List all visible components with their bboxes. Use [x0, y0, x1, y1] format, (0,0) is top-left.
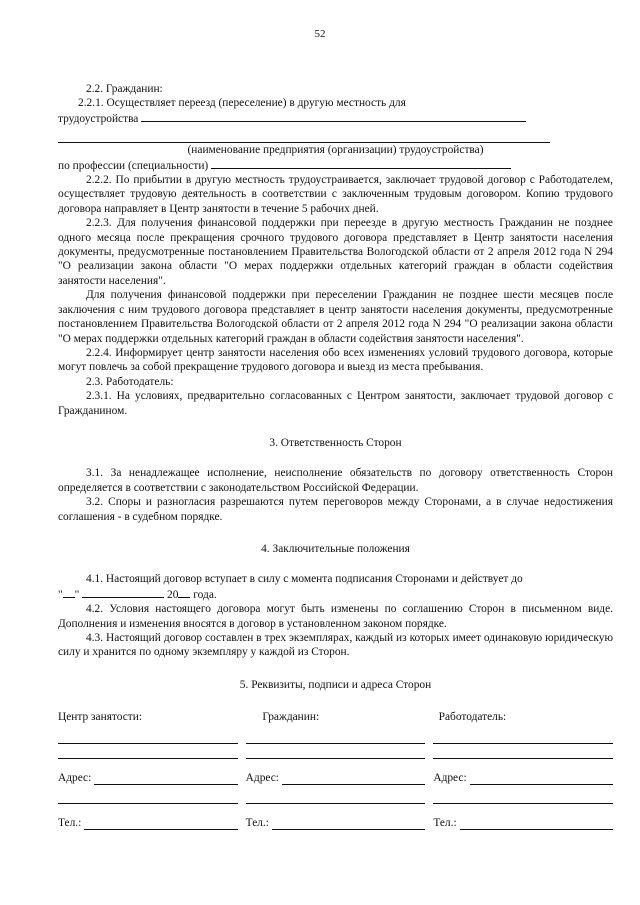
page-number: 52 [314, 28, 326, 40]
section-3-title: 3. Ответственность Сторон [269, 436, 402, 449]
year-blank[interactable] [178, 587, 190, 598]
signature-blank-citizen[interactable] [246, 735, 426, 744]
profession-line [58, 158, 613, 173]
clause-2-2-3-resettlement: Для получения финансовой поддержки при переселении Гражданин не позднее шести месяцев после заключения с ним трудового договора представляет в центр занятости населения документы, предусмотренные постановлением Правительства Вологодской области от 2 апреля 2012 года N 294 "О реализации закона области "О мерах поддержки отдельных категорий граждан в области содействия занятости населения". [58, 289, 613, 345]
phone-label-employer: Тел.: [433, 817, 457, 830]
employment-blank[interactable] [141, 111, 526, 122]
phone-blank-citizen[interactable] [272, 819, 425, 830]
signature-lines-2 [58, 750, 613, 759]
signature-lines-1 [58, 735, 613, 744]
phone-blank-employer[interactable] [460, 819, 613, 830]
address-row [58, 771, 613, 785]
document-body [58, 82, 613, 830]
profession-blank[interactable] [211, 158, 511, 169]
day-blank[interactable] [63, 587, 75, 598]
signature-block [58, 710, 613, 830]
address-label-employer: Адрес: [433, 771, 467, 784]
enterprise-blank[interactable] [58, 132, 550, 143]
party-employment-center: Центр занятости: [58, 711, 143, 724]
date-quote-open: " [58, 588, 63, 601]
signature-blank-employer[interactable] [433, 735, 613, 744]
clause-2-2-1-line2 [58, 111, 613, 126]
section-2-2-heading: 2.2. Гражданин: [86, 83, 163, 95]
clause-2-2-1-word: трудоустройства [58, 112, 139, 125]
address-blank-employer[interactable] [470, 774, 613, 785]
validity-date-line [58, 587, 613, 602]
clause-4-2: 4.2. Условия настоящего договора могут быть изменены по соглашению Сторон в письменном виде. Дополнения и изменения вносятся в договор в установленном законом порядке. [58, 603, 613, 630]
extra-blank-center[interactable] [58, 750, 238, 759]
phone-blank-center[interactable] [84, 819, 237, 830]
address-extra-center[interactable] [58, 795, 238, 804]
parties-header [58, 710, 613, 724]
phone-label-citizen: Тел.: [245, 817, 269, 830]
signature-blank-center[interactable] [58, 735, 238, 744]
clause-4-1: 4.1. Настоящий договор вступает в силу с момента подписания Сторонами и действует до [86, 573, 523, 586]
year-suffix: года. [193, 588, 217, 601]
clause-4-3: 4.3. Настоящий договор составлен в трех экземплярах, каждый из которых имеет одинаковую юридическую силу и хранится по одному экземпляру у каждой из Сторон. [58, 632, 613, 659]
phone-row [58, 816, 613, 830]
address-extra-lines [58, 795, 613, 804]
address-blank-center[interactable] [94, 774, 237, 785]
clause-2-2-3: 2.2.3. Для получения финансовой поддержки при переезде в другую местность Гражданин не позднее одного месяца после прекращения срочного трудового договора представляет в Центр занятости населения документы, предусмотренные постановлением Правительства Вологодской области от 2 апреля 2012 года N 294 "О реализации закона области "О мерах поддержки отдельных категорий граждан в области содействия занятости населения". [58, 217, 613, 287]
clause-3-1: 3.1. За ненадлежащее исполнение, неисполнение обязательств по договору ответственность Сторон определяется в соответствии с законодательством Российской Федерации. [58, 467, 613, 494]
clause-3-2: 3.2. Споры и разногласия разрешаются путем переговоров между Сторонами, а в случае недостижения соглашения - в судебном порядке. [58, 496, 613, 523]
enterprise-caption: (наименование предприятия (организации) трудоустройства) [187, 144, 484, 157]
date-quote-close: " [74, 588, 80, 601]
party-citizen: Гражданин: [262, 711, 320, 724]
section-2-3-heading: 2.3. Работодатель: [86, 375, 174, 388]
address-extra-citizen[interactable] [246, 795, 426, 804]
year-prefix: 20 [167, 588, 179, 601]
section-4-title: 4. Заключительные положения [261, 542, 410, 555]
section-5-title: 5. Реквизиты, подписи и адреса Сторон [239, 678, 432, 691]
address-label-center: Адрес: [58, 771, 92, 784]
profession-label: по профессии (специальности) [58, 159, 209, 172]
clause-2-2-2: 2.2.2. По прибытии в другую местность трудоустраивается, заключает трудовой договор с Работодателем, осуществляет трудовую деятельность в соответствии с заключенным трудовым договором. Копию трудового договора направляет в Центр занятости в течение 5 рабочих дней. [58, 174, 613, 215]
address-extra-employer[interactable] [433, 795, 613, 804]
phone-label-center: Тел.: [58, 817, 82, 830]
month-blank[interactable] [82, 587, 164, 598]
address-blank-citizen[interactable] [282, 774, 425, 785]
clause-2-2-1-line1: 2.2.1. Осуществляет переезд (переселение) в другую местность для [78, 97, 406, 110]
clause-2-2-4: 2.2.4. Информирует центр занятости населения обо всех изменениях условий трудового договора, которые могут повлечь за собой прекращение трудового договора и выезд из места пребывания. [58, 346, 613, 374]
party-employer: Работодатель: [438, 711, 507, 724]
address-label-citizen: Адрес: [245, 771, 279, 784]
extra-blank-employer[interactable] [433, 750, 613, 759]
clause-2-3-1: 2.3.1. На условиях, предварительно согласованных с Центром занятости, заключает трудовой договор с Гражданином. [58, 390, 613, 417]
extra-blank-citizen[interactable] [246, 750, 426, 759]
